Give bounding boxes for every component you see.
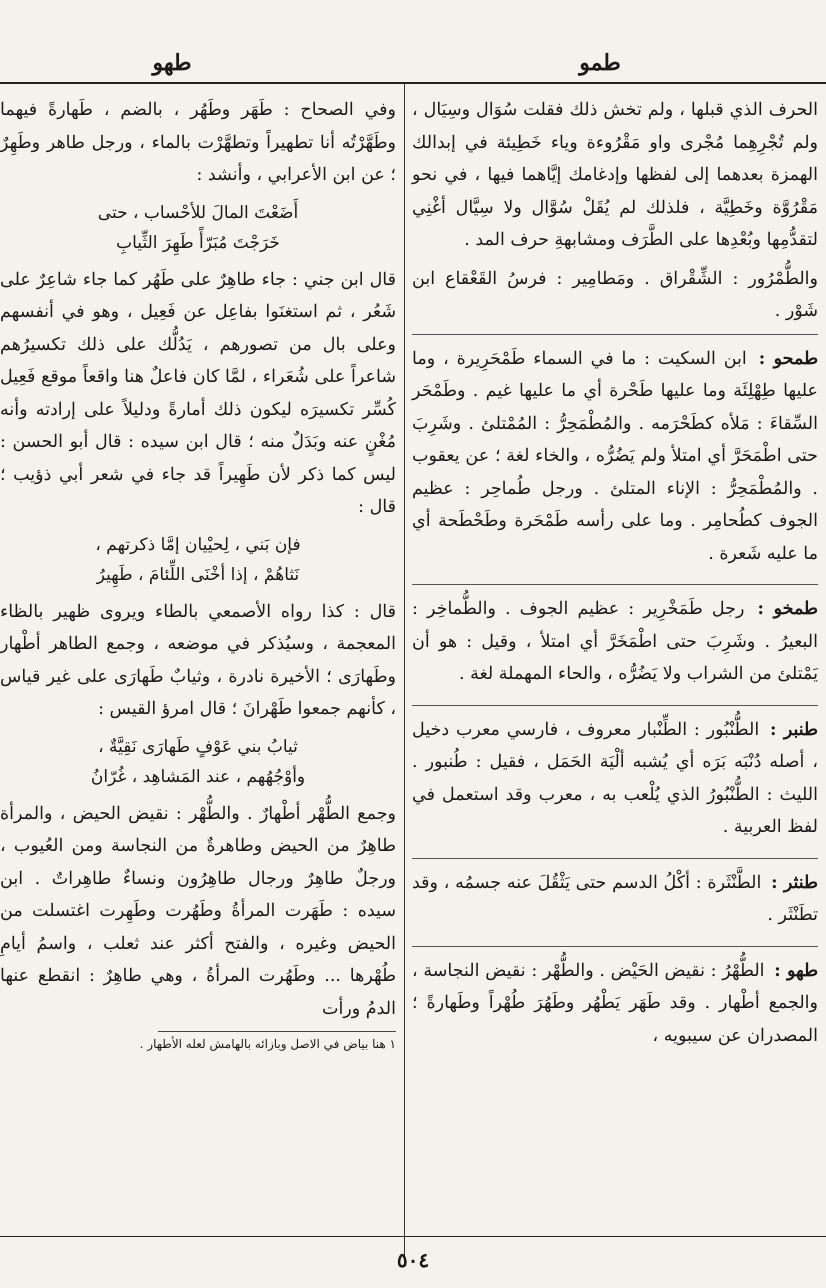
verse-line: فإن بَني ، لِحيْيان إمَّا ذكرتهم ، <box>95 534 301 555</box>
entry-headword: طمخو : <box>757 599 818 619</box>
entry-body: الطُّهْرُ : نقيض الحَيْض . والطُّهْر : نقيض النجاسة ، والجمع أطْهار . وقد طَهَر يَطْهُر وطَهُرَ طُهْراً وطَهارةً ؛ المصدران عن سيبويه ، <box>412 960 818 1046</box>
verse-block <box>0 530 396 590</box>
entry-body: الطَّنْثَرة : أكْلُ الدسم حتى يَثْقُلَ عنه جسمُه ، وقد تطَنْثَر . <box>412 872 818 925</box>
entry-body: رجل طَمَخْرِير : عظيم الجوف . والطُّماخِر : البعيرُ . وشَرِبَ حتى اطْمَخَرَّ أي امتلأ ، وقيل : هو أن يَمْتلئ من الشراب ولا يَضُرُّه ، والحاء المهملة لغة . <box>412 599 818 684</box>
verse-line: نَثاهُمْ ، إذا أخْنَى اللِّئامَ ، طَهِيرُ <box>96 564 300 585</box>
paragraph: وجمع الطُّهْر أطْهارٌ . والطُّهْر : نقيض الحيض ، والمرأة طاهِرٌ من الحيض وطاهرةٌ من النجاسة ومن العُيوب ، ورجلٌ طاهِرٌ ورجال طاهِرُون ونساءٌ طاهِراتٌ . ابن سيده : طَهَرت المرأةُ وطَهُرت وطَهِرت اغتسلت من الحيض وغيره ، والفتح أكثر عند ثعلب ، واسمُ أيامِ طُهْرها ... وطَهُرت المرأةُ ، وهي طاهِرٌ : انقطع عنها الدمُ ورأت <box>0 803 396 1019</box>
footnote-rule <box>158 1031 396 1032</box>
right-column <box>412 94 818 1066</box>
verse-line: أَضَعْتَ المالَ للأحْساب ، حتى <box>97 202 299 223</box>
paragraph: والطُّمْرُور : الشِّقْراق . ومَطامِير : فرسُ القَعْقاع ابن شَوْر . <box>412 268 818 321</box>
column-divider <box>404 84 405 1264</box>
verse-block <box>0 732 396 792</box>
entry-headword: طهو : <box>774 960 818 981</box>
page-number: ٥٠٤ <box>396 1248 430 1272</box>
running-header-left: طهو <box>152 50 192 76</box>
verse-line: خَرَجْتَ مُبَرّأً طَهِرَ الثِّيابِ <box>116 232 280 253</box>
footer-rule <box>0 1236 826 1237</box>
paragraph: قال ابن جني : جاء طاهِرٌ على طَهُر كما جاء شاعِرٌ على شَعُر ، ثم استغنَوا بفاعِل عن فَعِيل ، وهو في أنفسهم وعلى بال من تصورهم ، يَدُلُّك على ذلك تكسيرُهم شاعراً على شُعَراء ، لمَّا كان فاعلٌ هنا واقعاً موقع فَعِيل كُسِّر تكسيرَه ليكون ذلك أمارةً ودليلاً على إرادته وأنه مُغْنٍ عنه وبَدَلٌ منه ؛ قال ابن سيده : قال أبو الحسن : ليس كما ذكر لأن طَهِيراً قد جاء في شعر أبي ذؤيب ؛ قال : <box>0 269 396 517</box>
entry-body: ابن السكيت : ما في السماء طَمْحَرِيرة ، وما عليها طِهْلِئَة وما عليها طَحْرة أي ما عليها غيم . وطَمْحَر السِّقاءَ : مَلأه كطَحْرَمه . والمُطْمَحِرُّ : المُمْتلئ . وشَرِبَ حتى اطْمَحَرَّ أي امتلأ ولم يَضُرُّه ، والخاء لغة ؛ عن يعقوب . والمُطْمَحِرُّ : الإناء المتلئ . ورجل طُماحِر : عظيم الجوف كطُحامِر . وما على رأسه طَمْحَرة وطَحْطَحة أي ما عليه شَعرة . <box>412 348 818 564</box>
left-column <box>0 94 396 1054</box>
verse-line: وأوْجُهُهم ، عند المَشاهِد ، غُرّانُ <box>90 766 306 787</box>
header-rule <box>0 82 826 84</box>
entry-tahar <box>412 946 818 1053</box>
paragraph: قال : كذا رواه الأصمعي بالطاء ويروى ظهير بالظاء المعجمة ، وسيُذكر في موضعه ، وجمع الطاهر أطْهار وطَهارَى ؛ الأخيرة نادرة ، وثيابٌ طَهارَى على غير قياس ، كأنهم جمعوا طَهْرانَ ؛ قال امرؤ القيس : <box>0 601 396 719</box>
entry-tanbar <box>412 705 818 844</box>
entry-tanthar <box>412 858 818 932</box>
paragraph: الحرف الذي قبلها ، ولم تخش ذلك فقلت سُوَال وسِيَال ، ولم تُجْرِهِما مُجْرى واو مَقْرُوءة وياء خَطِيئة في إبدالك الهمزة بعدهما إلى لفظها وإدغامك إيَّاهما فيها ، في نحو مَقْرُوَّة وخَطِيَّة ، فلذلك لم يُقَلْ سُوَّال ولا سِيَّال أغْنِي لتقدُّمِها وبُعْدِها على الطَّرَف ومشابهةِ حرف المد . <box>412 100 818 250</box>
entry-body: الطُّنْبُور : الطِّنْبار معروف ، فارسي معرب دخيل ، أصله دُنْبَه بَرَه أي يُشبه ألْيَة الحَمَل ، فقيل : طُنبور . الليث : الطُّنْبُورُ الذي يُلْعب به ، معرب وقد استعمل في لفظ العربية . <box>412 719 818 837</box>
entry-headword: طنبر : <box>770 719 818 740</box>
verse-line: ثيابُ بني عَوْفٍ طَهارَى نَقِيَّةٌ ، <box>98 736 298 757</box>
entry-tamhar <box>412 334 818 571</box>
entry-tamkhar <box>412 584 818 691</box>
entry-headword: طنثر : <box>771 872 818 893</box>
entry-headword: طمحو : <box>758 348 818 369</box>
paragraph: وفي الصحاح : طَهَر وطَهُر ، بالضم ، طَهارةً فيهما وطَهَّرْتُه أنا تطهيراً وتطهَّرْت بالماء ، ورجل طاهر وطَهِرٌ ؛ عن ابن الأعرابي ، وأنشد : <box>0 100 396 185</box>
verse-block <box>0 198 396 258</box>
footnote: ١ هنا بياض في الاصل وبازائه بالهامش لعله الأطهار . <box>139 1037 396 1051</box>
running-header-right: طمو <box>579 50 621 76</box>
